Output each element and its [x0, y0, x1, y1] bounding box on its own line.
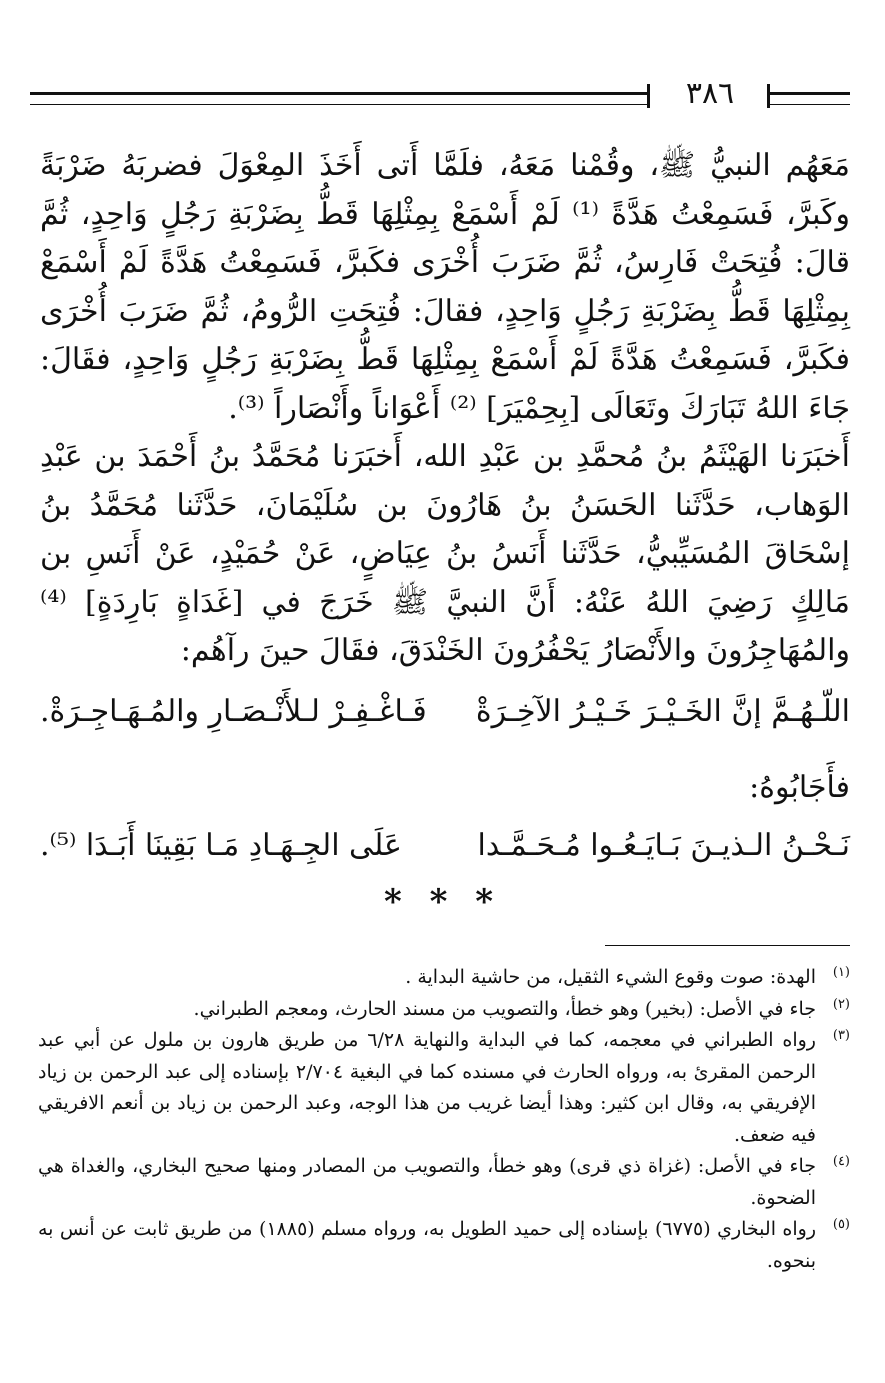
footnote-marker: (٣)	[832, 1028, 850, 1043]
poem-verse-1	[40, 688, 850, 736]
footnote-text: رواه البخاري (٦٧٧٥) بإسناده إلى حميد الطويل به، ورواه مسلم (١٨٨٥) من طريق ثابت عن أنس به بنحوه.	[38, 1218, 816, 1272]
paragraph-1: مَعَهُم النبيُّ ﷺ، وقُمْنا مَعَهُ، فلَمَّا أَتى أَخَذَ المِعْوَلَ فضربَهُ ضَرْبَةً وكَبرَّ، فَسَمِعْتُ هَدَّةً ⁽¹⁾ لَمْ أَسْمَعْ بِمِثْلِهَا قَطُّ بِضَرْبَةِ رَجُلٍ وَاحِدٍ، ثُمَّ قالَ: فُتِحَتْ فَارِسُ، ثُمَّ ضَرَبَ أُخْرَى فكَبرَّ، فَسَمِعْتُ هَدَّةً لَمْ أَسْمَعْ بِمِثْلِهَا قَطُّ بِضَرْبَةِ رَجُلٍ وَاحِدٍ، فقالَ: فُتِحَتِ الرُّومُ، ثُمَّ ضَرَبَ أُخْرَى فكَبرَّ، فَسَمِعْتُ هَدَّةً لَمْ أَسْمَعْ بِمِثْلِهَا قَطُّ بِضَرْبَةِ رَجُلٍ وَاحِدٍ، فقَالَ: جَاءَ اللهُ تَبَارَكَ وتَعَالَى [بِحِمْيَرَ] ⁽²⁾ أَعْوَاناً وأَنْصَاراً ⁽³⁾.	[40, 148, 850, 426]
header-divider-left	[647, 84, 650, 108]
page-header	[30, 76, 850, 112]
main-text	[40, 142, 850, 676]
footnote-marker: (٤)	[832, 1154, 850, 1169]
verse-1-first-hemistich: اللّـهُـمَّ إنَّ الخَـيْـرَ خَـيْـرُ الآخِـرَةْ	[475, 694, 850, 729]
page-number: ٣٨٦	[685, 76, 735, 111]
footnote-text: الهدة: صوت وقوع الشيء الثقيل، من حاشية البداية .	[405, 966, 816, 988]
verse-1-second-hemistich: فَـاغْـفِـرْ لـلأَنْـصَـارِ والمُـهَـاجِـرَةْ.	[40, 694, 427, 729]
verse-2-second-hemistich: عَلَى الجِـهَـادِ مَـا بَقِينَا أَبَـدَا ⁽⁵⁾.	[40, 828, 402, 863]
header-rule-right	[770, 92, 850, 105]
header-rule-left	[30, 92, 650, 105]
paragraph-2: أَخبَرَنا الهَيْثَمُ بنُ مُحمَّدِ بن عَبْدِ الله، أَخبَرَنا مُحَمَّدُ بنُ أَحْمَدَ بن عَبْدِ الوَهاب، حَدَّثَنا الحَسَنُ بنُ هَارُونَ بن سُلَيْمَانَ، حَدَّثَنا مُحَمَّدُ بنُ إسْحَاقَ المُسَيِّبيُّ، حَدَّثَنا أَنَسُ بنُ عِيَاضٍ، عَنْ حُمَيْدٍ، عَنْ أَنَسِ بن مَالِكٍ رَضِيَ اللهُ عَنْهُ: أَنَّ النبيَّ ﷺ خَرَجَ في [غَدَاةٍ بَارِدَةٍ] ⁽⁴⁾ والمُهَاجِرُونَ والأَنْصَارُ يَحْفُرُونَ الخَنْدَقَ، فقَالَ حينَ رآهُم:	[40, 439, 850, 668]
footnote-2	[38, 994, 850, 1026]
footnote-marker: (١)	[832, 965, 850, 980]
section-separator: * * *	[383, 882, 501, 922]
footnote-divider	[605, 945, 850, 946]
poem-verse-2	[40, 822, 850, 870]
footnote-marker: (٢)	[832, 996, 850, 1012]
footnotes	[38, 962, 850, 1277]
footnote-5	[38, 1214, 850, 1277]
reply-label: فأَجَابُوهُ:	[749, 770, 850, 805]
footnote-text: رواه الطبراني في معجمه، كما في البداية والنهاية ٦/٢٨ من طريق هارون بن ملول عن أبي عبد الرحمن المقرئ به، ورواه الحارث في مسنده كما في البغية ٢/٧٠٤ بإسناده إلى عبد الرحمن بن زياد الإفريقي به، وقال ابن كثير: وهذا أيضا غريب من هذا الوجه، وعبد الرحمن بن زياد بن أنعم الافريقي فيه ضعف.	[38, 1029, 816, 1146]
footnote-marker: (٥)	[832, 1217, 850, 1232]
footnote-1	[38, 962, 850, 994]
footnote-3	[38, 1025, 850, 1151]
footnote-4	[38, 1151, 850, 1214]
footnote-text: جاء في الأصل: (بخير) وهو خطأ، والتصويب من مسند الحارث، ومعجم الطبراني.	[193, 997, 816, 1020]
footnote-text: جاء في الأصل: (غزاة ذي قرى) وهو خطأ، والتصويب من المصادر ومنها صحيح البخاري، والغداة هي الضحوة.	[38, 1155, 816, 1209]
verse-2-first-hemistich: نَـحْـنُ الـذيـنَ بَـايَـعُـوا مُـحَـمَّـدا	[477, 828, 850, 863]
